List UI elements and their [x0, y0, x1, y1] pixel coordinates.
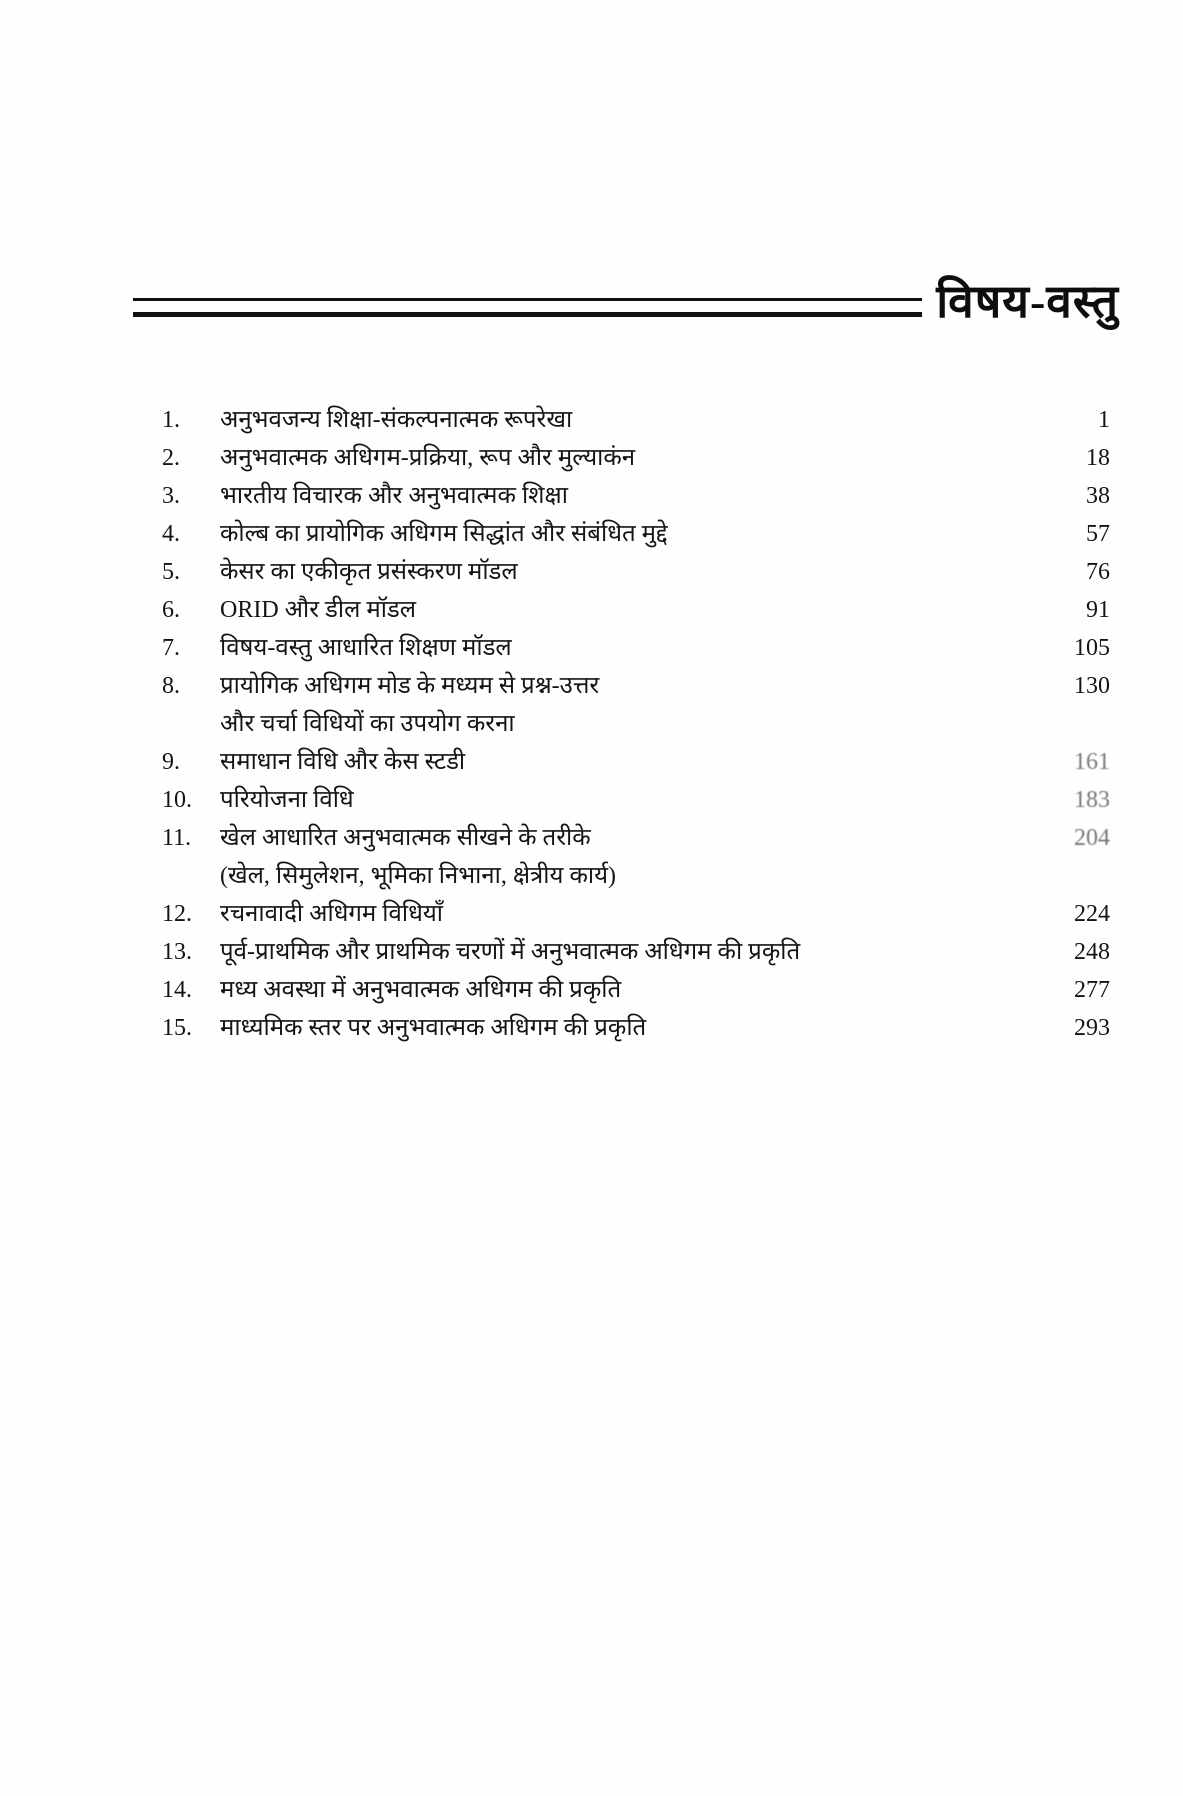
- entry-page-number: 57: [1086, 521, 1110, 547]
- entry-title-line: अनुभवात्मक अधिगम-प्रक्रिया, रूप और मुल्याकंन: [220, 445, 636, 471]
- entry-number: 7.: [162, 635, 180, 661]
- entry-number: 13.: [162, 939, 192, 965]
- entry-page-number: 130: [1074, 673, 1110, 699]
- entry-number: 10.: [162, 787, 192, 813]
- entry-title: [208, 1009, 1048, 1047]
- toc-entry: [162, 819, 1110, 895]
- toc-entry: [162, 477, 1110, 515]
- toc-entry: [162, 515, 1110, 553]
- entry-number: 5.: [162, 559, 180, 585]
- entry-title-line: परियोजना विधि: [220, 787, 354, 813]
- entry-title: [208, 933, 1048, 971]
- entry-number: 3.: [162, 483, 180, 509]
- entry-title-line: प्रायोगिक अधिगम मोड के मध्यम से प्रश्न-उत्तर: [220, 673, 600, 699]
- entry-title: [208, 667, 1048, 743]
- toc-entry: [162, 933, 1110, 971]
- entry-page-number: 293: [1074, 1015, 1110, 1041]
- entry-title-line: विषय-वस्तु आधारित शिक्षण मॉडल: [220, 635, 512, 661]
- entry-title-line: समाधान विधि और केस स्टडी: [220, 749, 466, 775]
- entry-title-line: मध्य अवस्था में अनुभवात्मक अधिगम की प्रकृति: [220, 977, 622, 1003]
- toc-entry: [162, 971, 1110, 1009]
- entry-title-line: रचनावादी अधिगम विधियाँ: [220, 901, 443, 927]
- entry-page-number: 277: [1074, 977, 1110, 1003]
- entry-title-line: माध्यमिक स्तर पर अनुभवात्मक अधिगम की प्रकृति: [220, 1015, 647, 1041]
- entry-title: [208, 743, 1048, 781]
- entry-title: [208, 477, 1048, 515]
- entry-page-number: 183: [1074, 787, 1110, 813]
- entry-page-number: 204: [1074, 825, 1110, 851]
- entry-page-number: 18: [1086, 445, 1110, 471]
- entry-title: [208, 629, 1048, 667]
- entry-number: 2.: [162, 445, 180, 471]
- entry-title-line: और चर्चा विधियों का उपयोग करना: [220, 711, 515, 737]
- entry-number: 1.: [162, 407, 180, 433]
- entry-title: [208, 781, 1048, 819]
- entry-title: [208, 591, 1048, 629]
- toc-entry: [162, 553, 1110, 591]
- entry-title: [208, 553, 1048, 591]
- page-header: [133, 262, 1119, 338]
- entry-number: 9.: [162, 749, 180, 775]
- entry-page-number: 224: [1074, 901, 1110, 927]
- entry-title-line: ORID और डील मॉडल: [220, 597, 417, 623]
- entry-title-line: केसर का एकीकृत प्रसंस्करण मॉडल: [220, 559, 518, 585]
- entry-page-number: 38: [1086, 483, 1110, 509]
- entry-title: [208, 971, 1048, 1009]
- toc-entry: [162, 781, 1110, 819]
- entry-page-number: 248: [1074, 939, 1110, 965]
- entry-title-line: (खेल, सिमुलेशन, भूमिका निभाना, क्षेत्रीय कार्य): [220, 863, 616, 889]
- entry-title: [208, 819, 1048, 895]
- entry-number: 15.: [162, 1015, 192, 1041]
- toc-entry: [162, 439, 1110, 477]
- header-rule: [133, 298, 922, 317]
- toc-list: [162, 401, 1110, 1047]
- entry-title-line: भारतीय विचारक और अनुभवात्मक शिक्षा: [220, 483, 568, 509]
- entry-title: [208, 895, 1048, 933]
- entry-page-number: 76: [1086, 559, 1110, 585]
- entry-number: 8.: [162, 673, 180, 699]
- page-title: विषय-वस्तु: [936, 276, 1119, 327]
- entry-title-line: अनुभवजन्य शिक्षा-संकल्पनात्मक रूपरेखा: [220, 407, 573, 433]
- entry-title-line: खेल आधारित अनुभवात्मक सीखने के तरीके: [220, 825, 591, 851]
- entry-page-number: 161: [1074, 749, 1110, 775]
- toc-entry: [162, 743, 1110, 781]
- entry-title: [208, 401, 1048, 439]
- entry-number: 4.: [162, 521, 180, 547]
- entry-title-line: कोल्ब का प्रायोगिक अधिगम सिद्धांत और संबंधित मुद्दे: [220, 521, 668, 547]
- entry-page-number: 91: [1086, 597, 1110, 623]
- entry-title-line: पूर्व-प्राथमिक और प्राथमिक चरणों में अनुभवात्मक अधिगम की प्रकृति: [220, 939, 801, 965]
- toc-entry: [162, 1009, 1110, 1047]
- toc-entry: [162, 629, 1110, 667]
- entry-title: [208, 439, 1048, 477]
- entry-number: 6.: [162, 597, 180, 623]
- toc-entry: [162, 667, 1110, 743]
- toc-entry: [162, 591, 1110, 629]
- entry-page-number: 1: [1098, 407, 1110, 433]
- entry-number: 11.: [162, 825, 192, 851]
- entry-title: [208, 515, 1048, 553]
- entry-number: 12.: [162, 901, 192, 927]
- toc-entry: [162, 895, 1110, 933]
- entry-number: 14.: [162, 977, 192, 1003]
- toc-entry: [162, 401, 1110, 439]
- entry-page-number: 105: [1074, 635, 1110, 661]
